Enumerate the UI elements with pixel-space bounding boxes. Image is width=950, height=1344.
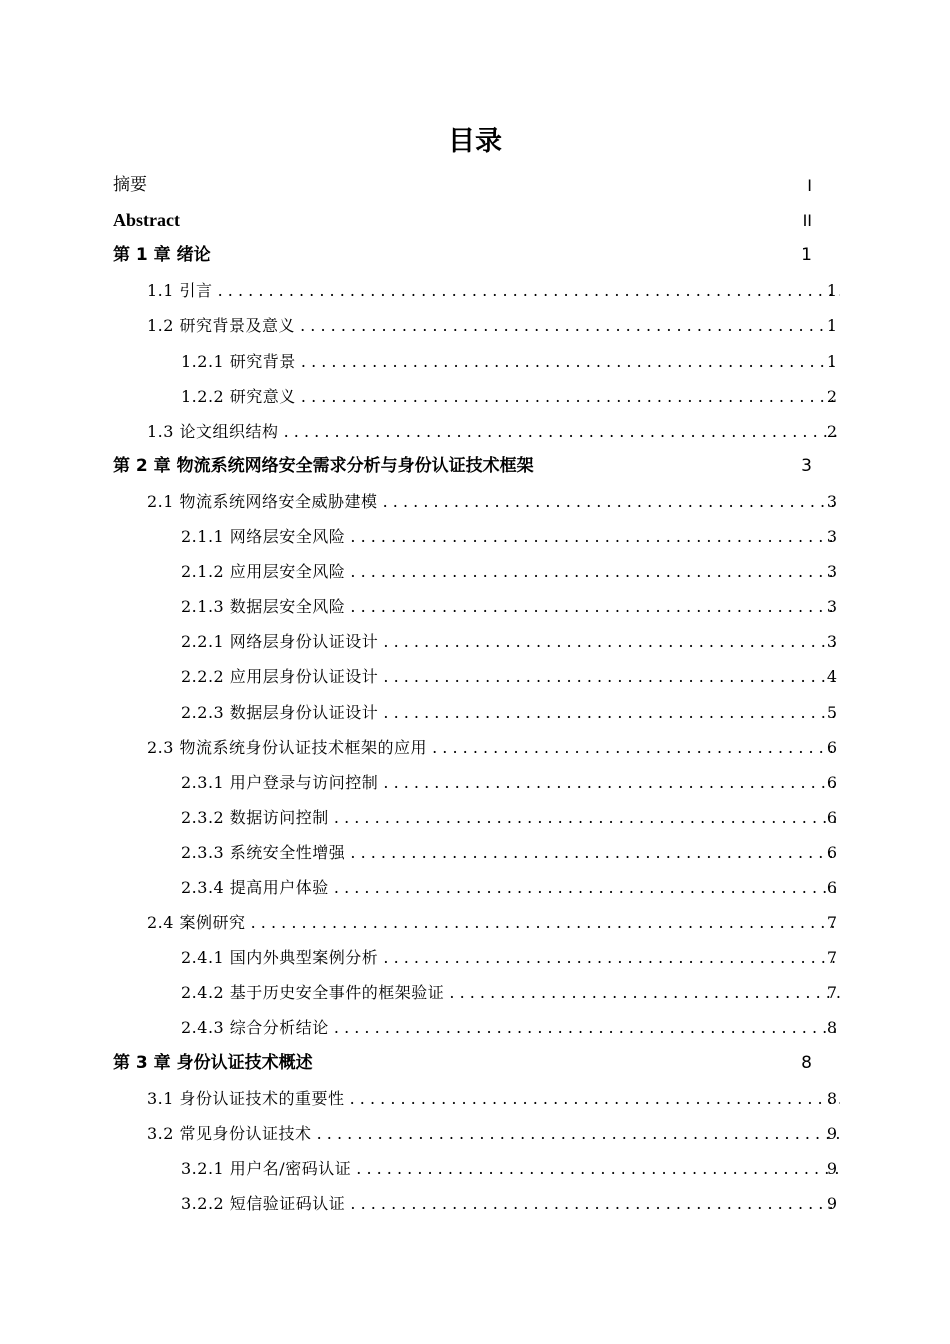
toc-entry[interactable] — [0, 519, 950, 554]
toc-entry-title: 2.1.3 数据层安全风险 . . . — [181, 589, 840, 624]
toc-page-number: 9 — [826, 1193, 837, 1213]
toc-entry[interactable] — [0, 975, 950, 1010]
toc-entry-title: 2.4 案例研究 . . . — [147, 905, 840, 940]
toc-entry[interactable] — [0, 203, 950, 238]
toc-entry[interactable] — [0, 695, 950, 730]
toc-entry-title: 2.4.2 基于历史安全事件的框架验证 . . . — [181, 975, 840, 1010]
toc-chapter-entry[interactable] — [0, 1046, 950, 1081]
toc-entry-title: 第 1 章 绪论 — [113, 245, 211, 266]
toc-page-number: 2 — [826, 421, 837, 441]
toc-entry[interactable] — [0, 414, 950, 449]
toc-entry-title: 2.2.1 网络层身份认证设计 . . . — [181, 624, 840, 659]
toc-entry[interactable] — [0, 273, 950, 308]
toc-page-number: II — [802, 211, 812, 231]
toc-entry[interactable] — [0, 624, 950, 659]
toc-entry-title: 1.1 引言 . . . — [147, 273, 840, 308]
toc-chapter-entry[interactable] — [0, 449, 950, 484]
toc-entry-title: 摘要 — [113, 175, 147, 195]
toc-page-number: 3 — [826, 632, 837, 652]
toc-page-number: 6 — [826, 807, 837, 827]
toc-page-number: 3 — [801, 455, 812, 476]
toc-page-number: 1 — [801, 245, 812, 266]
toc-page-number: 9 — [826, 1123, 837, 1143]
toc-entry-title: 2.4.3 综合分析结论 . . . — [181, 1010, 840, 1045]
toc-entry[interactable] — [0, 905, 950, 940]
toc-page-number: 7 — [826, 983, 837, 1003]
toc-entry[interactable] — [0, 308, 950, 343]
toc-entry-title: 3.2 常见身份认证技术 . . . — [147, 1116, 840, 1151]
toc-entry[interactable] — [0, 589, 950, 624]
toc-entry-title: 2.1.1 网络层安全风险 . . . — [181, 519, 840, 554]
toc-page-number: 6 — [826, 737, 837, 757]
toc-entry-title: 1.2.1 研究背景 . . . — [181, 344, 840, 379]
toc-entry-title: 1.3 论文组织结构 . . . — [147, 414, 840, 449]
toc-entry-title: 第 3 章 身份认证技术概述 — [113, 1052, 313, 1073]
toc-entry-title: 2.2.3 数据层身份认证设计 . . . — [181, 695, 840, 730]
toc-entry[interactable] — [0, 1151, 950, 1186]
toc-page-number: 1 — [826, 316, 837, 336]
toc-page-number: 2 — [826, 386, 837, 406]
toc-entry[interactable] — [0, 870, 950, 905]
toc-page-number: 8 — [826, 1018, 837, 1038]
toc-entry[interactable] — [0, 554, 950, 589]
toc-entry-title: 1.2.2 研究意义 . . . — [181, 379, 840, 414]
toc-entry[interactable] — [0, 940, 950, 975]
toc-entry[interactable] — [0, 344, 950, 379]
toc-page-number: 1 — [826, 281, 837, 301]
toc-chapter-entry[interactable] — [0, 238, 950, 273]
toc-entry-title: 2.3.2 数据访问控制 . . . — [181, 800, 840, 835]
toc-entry[interactable] — [0, 1010, 950, 1045]
page-title: 目录 — [448, 126, 502, 157]
toc-entry[interactable] — [0, 835, 950, 870]
toc-page-number: 8 — [826, 1088, 837, 1108]
toc-entry[interactable] — [0, 379, 950, 414]
toc-entry[interactable] — [0, 1081, 950, 1116]
toc-entry[interactable] — [0, 765, 950, 800]
toc-page-number: 6 — [826, 878, 837, 897]
toc-entry-title: 3.2.1 用户名/密码认证 . . . — [181, 1151, 840, 1186]
toc-entry[interactable] — [0, 659, 950, 694]
toc-entry-title: 2.4.1 国内外典型案例分析 . . . — [181, 940, 840, 975]
toc-entry-title: 1.2 研究背景及意义 . . . — [147, 308, 840, 343]
toc-page-number: 9 — [826, 1158, 837, 1178]
toc-page-number: 3 — [826, 527, 837, 546]
toc-page-number: 4 — [826, 667, 837, 687]
toc-entry[interactable] — [0, 1116, 950, 1151]
toc-entry-title: 2.2.2 应用层身份认证设计 . . . — [181, 659, 840, 694]
toc-entry[interactable] — [0, 168, 950, 203]
toc-page-number: I — [807, 176, 812, 195]
toc-page-number: 3 — [826, 597, 837, 617]
toc-page-number: 6 — [826, 772, 837, 792]
toc-page-number: 1 — [826, 351, 837, 371]
toc-entry-title: Abstract — [113, 210, 180, 231]
toc-entry[interactable] — [0, 1186, 950, 1221]
toc-page-number: 5 — [826, 702, 837, 722]
toc-entry[interactable] — [0, 484, 950, 519]
toc-page-number: 6 — [826, 842, 837, 862]
toc-page-number: 3 — [826, 562, 837, 582]
toc-entry[interactable] — [0, 800, 950, 835]
toc-page-number: 8 — [801, 1052, 812, 1073]
toc-entry-title: 2.3.4 提高用户体验 . . . — [181, 870, 840, 905]
toc-page-number: 3 — [826, 491, 837, 511]
toc-entry-title: 3.2.2 短信验证码认证 . . . — [181, 1186, 840, 1221]
toc-entry-title: 2.3 物流系统身份认证技术框架的应用 . . . — [147, 730, 840, 765]
toc-entry-title: 2.3.1 用户登录与访问控制 . . . — [181, 765, 840, 800]
toc-page-number: 7 — [826, 948, 837, 968]
toc-entry-title: 2.1 物流系统网络安全威胁建模 . . . — [147, 484, 840, 519]
toc-page-number: 7 — [826, 913, 837, 933]
toc-entry-title: 第 2 章 物流系统网络安全需求分析与身份认证技术框架 — [113, 455, 534, 476]
toc-entry-title: 2.1.2 应用层安全风险 . . . — [181, 554, 840, 589]
toc-entry-title: 2.3.3 系统安全性增强 . . . — [181, 835, 840, 870]
toc-entry[interactable] — [0, 730, 950, 765]
toc-entry-title: 3.1 身份认证技术的重要性 . . . — [147, 1081, 840, 1116]
